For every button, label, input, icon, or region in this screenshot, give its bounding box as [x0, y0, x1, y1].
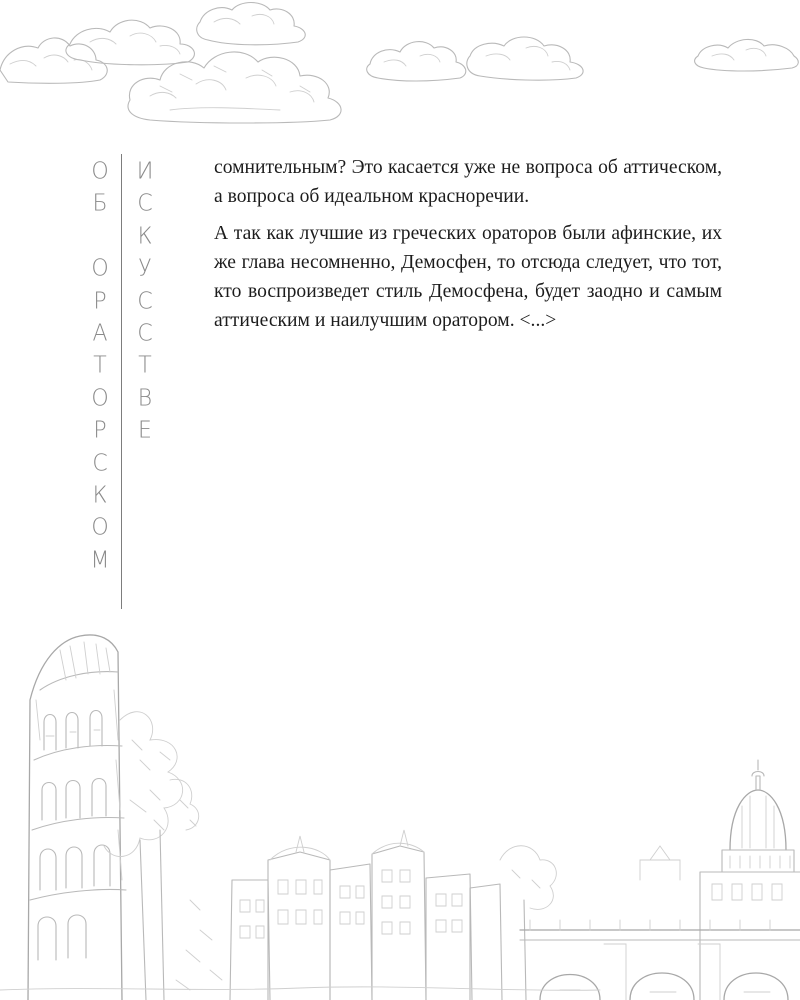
- running-title-letter: Р: [93, 417, 107, 444]
- running-title-letter: О: [91, 514, 109, 541]
- running-title-letter: Р: [93, 287, 107, 315]
- paragraph: [214, 219, 722, 335]
- running-title-divider: [121, 154, 122, 609]
- colosseum-sketch: [28, 635, 126, 1000]
- running-title-letter: М: [90, 547, 110, 574]
- text-line: сомнительным? Это касается уже не вопроса об аттическом,: [214, 157, 722, 178]
- running-title-letter: Б: [92, 190, 108, 217]
- buildings-sketch: [230, 830, 502, 1000]
- running-title-letter: О: [91, 255, 109, 282]
- running-title-letter: У: [138, 255, 152, 282]
- running-title-letter: И: [136, 158, 154, 185]
- paragraph: [214, 153, 722, 211]
- running-title-letter: Е: [138, 417, 152, 444]
- running-title-letter: В: [137, 385, 153, 412]
- text-line: а вопроса об идеальном красноречии.: [214, 186, 530, 207]
- text-line: кто воспроизведет стиль Демосфена, будет заодно и самым: [214, 281, 722, 302]
- running-title-letter: К: [137, 223, 153, 250]
- text-line: же глава несомненно, Демосфен, то отсюда следует, что тот,: [214, 252, 722, 273]
- clouds-illustration: [0, 0, 800, 130]
- running-title-word-ob-oratorskom: [89, 156, 111, 577]
- running-title-letter: О: [91, 158, 109, 185]
- running-title-letter: С: [92, 449, 108, 477]
- rome-cityscape-illustration: [0, 620, 800, 1000]
- running-title-letter: Т: [138, 352, 152, 379]
- running-title-letter: С: [137, 190, 153, 217]
- running-title-word-iskusstve: [134, 156, 156, 448]
- running-title-letter: С: [137, 320, 153, 347]
- running-title-letter: Т: [93, 352, 107, 379]
- running-title-letter: О: [91, 385, 109, 412]
- text-line: аттическим и наилучшим оратором. <...>: [214, 310, 557, 331]
- bridge-sketch: [520, 920, 800, 1000]
- running-title-letter: К: [92, 482, 108, 509]
- text-line: А так как лучшие из греческих ораторов были афинские, их: [214, 223, 722, 244]
- body-text: [214, 153, 722, 343]
- running-title-letter: С: [137, 287, 153, 315]
- running-title-letter: А: [92, 320, 108, 347]
